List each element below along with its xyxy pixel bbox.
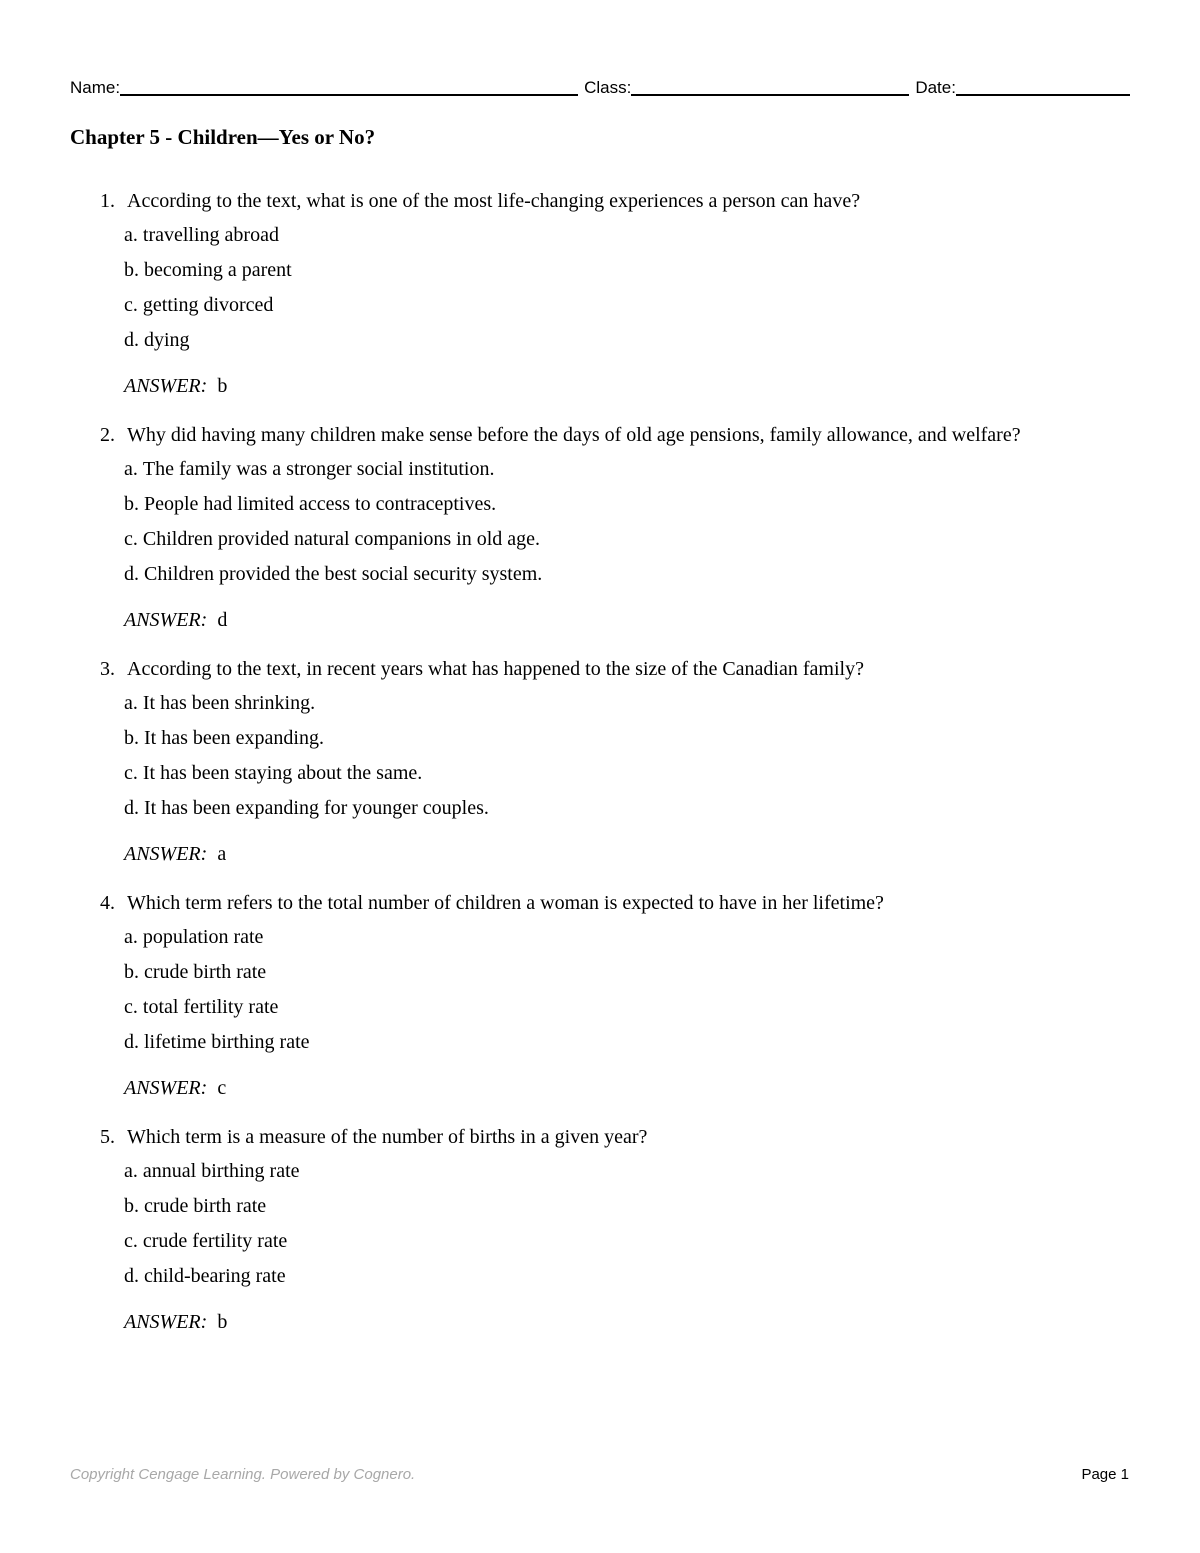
answer-label: ANSWER: xyxy=(124,609,208,631)
answer-value: b xyxy=(217,375,228,397)
option-text: becoming a parent xyxy=(144,259,292,281)
question-text: Why did having many children make sense before the days of old age pensions, family allowance, and welfare? xyxy=(127,424,1021,446)
question-number: 4. xyxy=(100,892,115,914)
option-text: getting divorced xyxy=(142,294,274,316)
option-text: crude birth rate xyxy=(144,1195,267,1217)
option-letter: c. xyxy=(124,528,138,550)
option-item xyxy=(124,796,489,831)
option-item xyxy=(124,995,310,1030)
header-fields xyxy=(70,72,1130,98)
option-item xyxy=(124,1264,300,1299)
option-item xyxy=(124,761,489,796)
answer-label: ANSWER: xyxy=(124,1311,208,1333)
question-item xyxy=(0,424,1200,658)
option-item xyxy=(124,726,489,761)
answer-value: d xyxy=(217,609,228,631)
option-text: annual birthing rate xyxy=(142,1160,300,1182)
option-item xyxy=(124,691,489,726)
option-item xyxy=(124,457,542,492)
option-text: child-bearing rate xyxy=(144,1265,286,1287)
answer-value: b xyxy=(217,1311,228,1333)
option-letter: d. xyxy=(124,797,139,819)
option-text: crude fertility rate xyxy=(142,1230,288,1252)
option-letter: c. xyxy=(124,762,138,784)
name-label: Name: xyxy=(70,78,121,97)
option-letter: d. xyxy=(124,1031,139,1053)
answer-label: ANSWER: xyxy=(124,1077,208,1099)
option-letter: b. xyxy=(124,961,139,983)
option-letter: a. xyxy=(124,692,138,714)
option-list xyxy=(124,925,310,1065)
answer-line xyxy=(124,843,226,866)
option-text: It has been expanding. xyxy=(144,727,324,749)
option-item xyxy=(124,925,310,960)
option-letter: c. xyxy=(124,1230,138,1252)
option-list xyxy=(124,1159,300,1299)
option-letter: a. xyxy=(124,458,138,480)
option-letter: d. xyxy=(124,563,139,585)
class-blank-line xyxy=(631,76,909,96)
question-item xyxy=(0,190,1200,424)
option-text: Children provided the best social security system. xyxy=(144,563,543,585)
option-text: It has been expanding for younger couples. xyxy=(144,797,489,819)
date-label: Date: xyxy=(915,78,956,97)
option-letter: a. xyxy=(124,1160,138,1182)
question-number: 1. xyxy=(100,190,115,212)
question-text: Which term refers to the total number of children a woman is expected to have in her lifetime? xyxy=(127,892,884,914)
option-letter: c. xyxy=(124,294,138,316)
option-letter: b. xyxy=(124,727,139,749)
answer-line xyxy=(124,375,227,398)
option-item xyxy=(124,1030,310,1065)
answer-line xyxy=(124,1077,226,1100)
option-text: Children provided natural companions in old age. xyxy=(142,528,541,550)
option-item xyxy=(124,960,310,995)
option-text: travelling abroad xyxy=(142,224,279,246)
option-letter: a. xyxy=(124,224,138,246)
option-item xyxy=(124,223,292,258)
option-list xyxy=(124,691,489,831)
option-list xyxy=(124,457,542,597)
question-number: 3. xyxy=(100,658,115,680)
option-letter: c. xyxy=(124,996,138,1018)
question-number: 2. xyxy=(100,424,115,446)
question-text: According to the text, in recent years what has happened to the size of the Canadian family? xyxy=(127,658,864,680)
option-item xyxy=(124,562,542,597)
option-letter: b. xyxy=(124,1195,139,1217)
option-text: dying xyxy=(144,329,190,351)
answer-line xyxy=(124,1311,227,1334)
page-number: Page 1 xyxy=(1081,1466,1129,1483)
answer-label: ANSWER: xyxy=(124,375,208,397)
question-number: 5. xyxy=(100,1126,115,1148)
option-letter: d. xyxy=(124,329,139,351)
option-item xyxy=(124,328,292,363)
option-letter: d. xyxy=(124,1265,139,1287)
option-text: crude birth rate xyxy=(144,961,267,983)
question-item xyxy=(0,1126,1200,1360)
option-item xyxy=(124,1194,300,1229)
answer-value: a xyxy=(217,843,227,865)
question-text: Which term is a measure of the number of births in a given year? xyxy=(127,1126,648,1148)
option-item xyxy=(124,258,292,293)
option-text: People had limited access to contraceptives. xyxy=(144,493,497,515)
option-letter: b. xyxy=(124,259,139,281)
answer-label: ANSWER: xyxy=(124,843,208,865)
class-label: Class: xyxy=(584,78,632,97)
question-text: According to the text, what is one of the most life-changing experiences a person can have? xyxy=(127,190,861,212)
answer-line xyxy=(124,609,227,632)
question-item xyxy=(0,892,1200,1126)
option-letter: a. xyxy=(124,926,138,948)
option-text: The family was a stronger social institution. xyxy=(142,458,495,480)
date-blank-line xyxy=(956,76,1130,96)
option-item xyxy=(124,293,292,328)
option-item xyxy=(124,527,542,562)
option-letter: b. xyxy=(124,493,139,515)
option-text: lifetime birthing rate xyxy=(144,1031,310,1053)
name-blank-line xyxy=(120,76,578,96)
copyright-footer: Copyright Cengage Learning. Powered by Cognero. xyxy=(70,1466,416,1483)
answer-value: c xyxy=(217,1077,227,1099)
option-text: It has been shrinking. xyxy=(142,692,316,714)
option-item xyxy=(124,1159,300,1194)
chapter-title: Chapter 5 - Children—Yes or No? xyxy=(70,125,376,149)
question-list xyxy=(0,190,1200,1360)
option-text: It has been staying about the same. xyxy=(142,762,423,784)
option-text: total fertility rate xyxy=(142,996,279,1018)
option-item xyxy=(124,492,542,527)
option-item xyxy=(124,1229,300,1264)
option-list xyxy=(124,223,292,363)
question-item xyxy=(0,658,1200,892)
option-text: population rate xyxy=(142,926,264,948)
